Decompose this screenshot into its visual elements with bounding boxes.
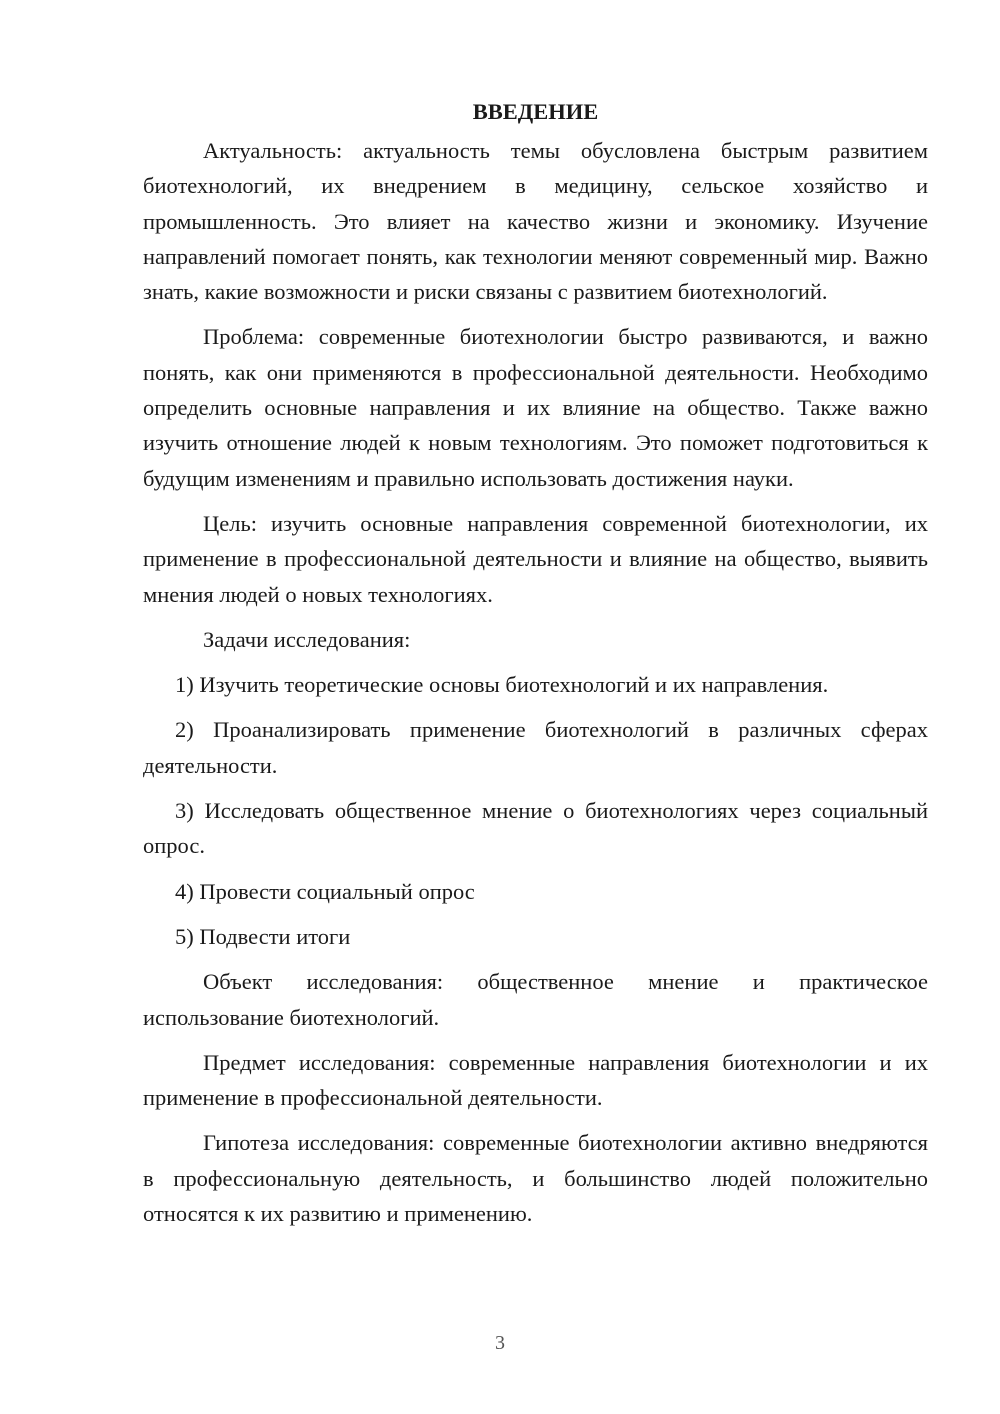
- paragraph-subject: Предмет исследования: современные направления биотехнологии и их применение в профессиональной деятельности.: [143, 1049, 928, 1111]
- page-body: [143, 97, 928, 1241]
- task-item: 4) Провести социальный опрос: [175, 878, 475, 904]
- paragraph-hypothesis: Гипотеза исследования: современные биотехнологии активно внедряются в профессиональную деятельность, и большинство людей положительно относятся к их развитию и применению.: [143, 1130, 928, 1227]
- paragraph-object: Объект исследования: общественное мнение и практическое использование биотехнологий.: [143, 969, 928, 1030]
- paragraph-problem: Проблема: современные биотехнологии быстро развиваются, и важно понять, как они применяются в профессиональной деятельности. Необходимо определить основные направления и их влияние на общество. Также важно изучить отношение людей к новым технологиям. Это поможет подготовиться к будущим изменениям и правильно использовать достижения науки.: [143, 324, 928, 491]
- task-item: 1) Изучить теоретические основы биотехнологий и их направления.: [175, 672, 829, 698]
- page-title: ВВЕДЕНИЕ: [472, 99, 599, 124]
- task-item: 3) Исследовать общественное мнение о биотехнологиях через социальный опрос.: [143, 798, 928, 859]
- paragraph-relevance: Актуальность: актуальность темы обусловлена быстрым развитием биотехнологий, их внедрением в медицину, сельское хозяйство и промышленность. Это влияет на качество жизни и экономику. Изучение направлений помогает понять, как технологии меняют современный мир. Важно знать, какие возможности и риски связаны с развитием биотехнологий.: [143, 138, 928, 305]
- task-item: 5) Подвести итоги: [175, 923, 351, 949]
- page-number: 3: [495, 1332, 505, 1354]
- paragraph-goal: Цель: изучить основные направления современной биотехнологии, их применение в профессиональной деятельности и влияние на общество, выявить мнения людей о новых технологиях.: [143, 510, 928, 607]
- task-item: 2) Проанализировать применение биотехнологий в различных сферах деятельности.: [143, 717, 928, 778]
- tasks-heading: Задачи исследования:: [203, 626, 411, 652]
